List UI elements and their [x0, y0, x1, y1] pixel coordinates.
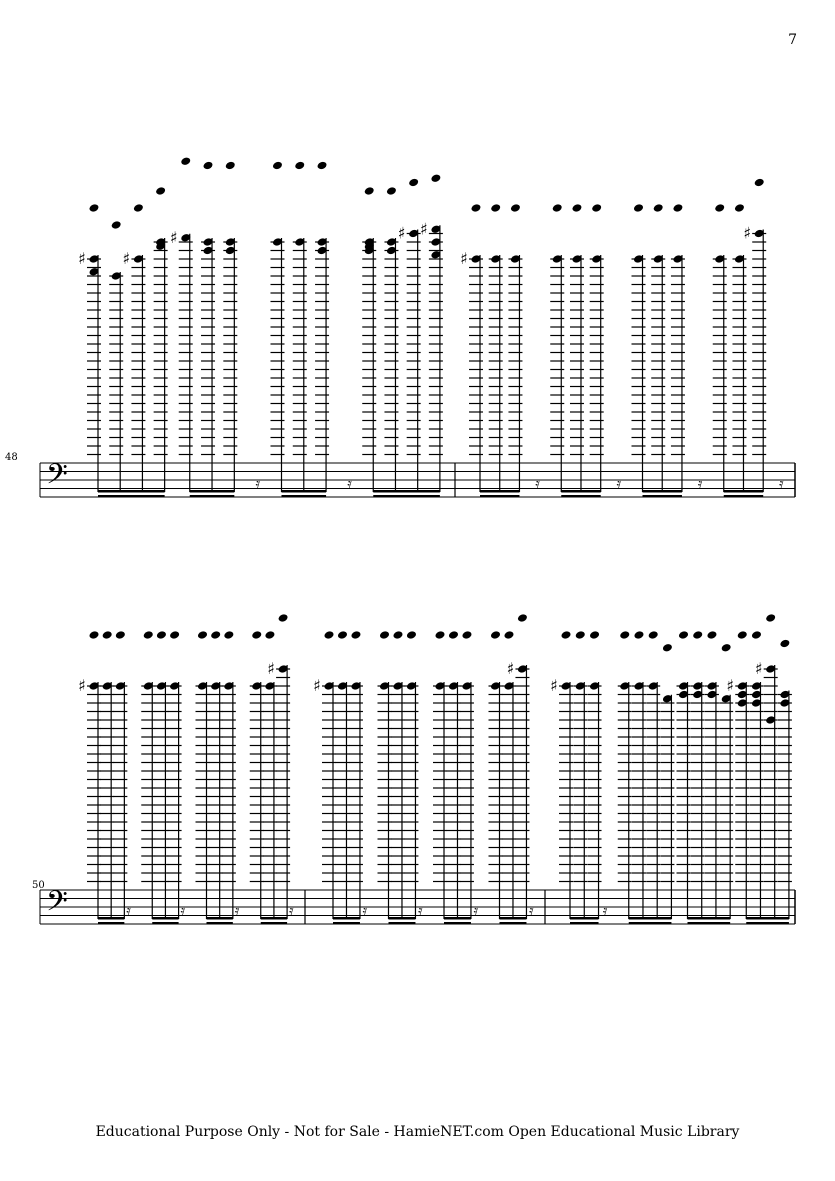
notehead-upper	[461, 630, 472, 640]
notehead-upper	[197, 630, 208, 640]
notehead-upper	[714, 203, 725, 213]
notehead-upper	[490, 203, 501, 213]
notehead-upper	[448, 630, 459, 640]
notehead-upper	[648, 630, 659, 640]
sixteenth-rest-icon: 𝄿	[362, 901, 368, 920]
sixteenth-rest-icon: 𝄿	[289, 901, 294, 920]
beam	[688, 917, 731, 920]
notehead-upper	[379, 630, 390, 640]
beam	[282, 495, 327, 498]
notehead-upper	[471, 203, 482, 213]
notehead-upper	[406, 630, 417, 640]
beam	[480, 495, 519, 498]
beam	[152, 922, 178, 925]
notehead-upper	[633, 630, 644, 640]
notehead-upper	[156, 630, 167, 640]
notehead-upper	[180, 156, 191, 166]
notehead-upper	[386, 186, 397, 196]
beam	[561, 495, 600, 498]
notehead-upper	[392, 630, 403, 640]
notehead-upper	[751, 630, 762, 640]
bass-clef-icon: 𝄢	[46, 885, 68, 925]
beam	[444, 922, 471, 925]
sixteenth-rest-icon: 𝄿	[255, 474, 261, 493]
notehead-upper	[155, 186, 166, 196]
notehead-upper	[111, 220, 122, 230]
notehead-upper	[203, 161, 214, 171]
sixteenth-rest-icon: 𝄿	[180, 901, 186, 920]
notehead-upper	[294, 161, 305, 171]
notehead-upper	[721, 643, 732, 653]
notehead-upper	[571, 203, 582, 213]
notehead-upper	[662, 643, 673, 653]
sharp-icon: ♯	[169, 227, 178, 247]
notehead-upper	[251, 630, 262, 640]
notehead-upper	[169, 630, 180, 640]
notehead-upper	[672, 203, 683, 213]
sixteenth-rest-icon: 𝄿	[697, 474, 703, 493]
beam	[643, 495, 682, 498]
notehead-upper	[364, 186, 375, 196]
notehead-upper	[779, 639, 790, 649]
beam	[373, 490, 440, 493]
notehead-upper	[561, 630, 572, 640]
bass-clef-icon: 𝄢	[46, 458, 68, 498]
notehead-upper	[408, 178, 419, 188]
notehead-upper	[264, 630, 275, 640]
sixteenth-rest-icon: 𝄿	[529, 901, 534, 920]
beam	[629, 917, 672, 920]
notehead-upper	[210, 630, 221, 640]
notehead-upper	[754, 178, 765, 188]
notehead-upper	[619, 630, 630, 640]
beam	[98, 490, 165, 493]
sixteenth-rest-icon: 𝄿	[126, 901, 131, 920]
sharp-icon: ♯	[397, 223, 406, 243]
sharp-icon: ♯	[550, 676, 558, 695]
beam	[98, 922, 124, 925]
sharp-icon: ♯	[313, 676, 321, 695]
sixteenth-rest-icon: 𝄿	[779, 474, 784, 493]
notehead-upper	[575, 630, 586, 640]
sixteenth-rest-icon: 𝄿	[347, 474, 352, 493]
sharp-icon: ♯	[267, 659, 275, 678]
beam	[688, 922, 731, 925]
notehead-upper	[324, 630, 335, 640]
beam	[98, 495, 165, 498]
beam	[629, 922, 672, 925]
sharp-icon: ♯	[743, 223, 751, 243]
beam	[746, 922, 789, 925]
notehead-upper	[143, 630, 154, 640]
notehead-upper	[706, 630, 717, 640]
notehead-upper	[89, 203, 100, 213]
beam	[724, 495, 763, 498]
notehead-upper	[737, 630, 748, 640]
footer-copyright: Educational Purpose Only - Not for Sale - HamieNET.com Open Educational Music Library	[95, 1124, 740, 1140]
measure-number-50: 50	[32, 880, 45, 891]
notehead-upper	[765, 613, 776, 623]
beam	[333, 922, 360, 925]
notehead-upper	[552, 203, 563, 213]
notehead-upper	[102, 630, 113, 640]
beam	[190, 495, 235, 498]
notehead-upper	[350, 630, 361, 640]
notehead-upper	[510, 203, 521, 213]
sharp-icon: ♯	[726, 676, 734, 695]
sixteenth-rest-icon: 𝄿	[616, 474, 622, 493]
beam	[570, 922, 599, 925]
beam	[373, 495, 440, 498]
notehead-upper	[503, 630, 514, 640]
sharp-icon: ♯	[122, 249, 131, 268]
notehead-upper	[517, 613, 528, 623]
sixteenth-rest-icon: 𝄿	[535, 474, 540, 493]
sixteenth-rest-icon: 𝄿	[602, 901, 608, 920]
sixteenth-rest-icon: 𝄿	[473, 901, 479, 920]
notehead-upper	[490, 630, 501, 640]
notehead-upper	[734, 203, 745, 213]
sharp-icon: ♯	[78, 249, 86, 268]
notehead-upper	[653, 203, 664, 213]
notehead-upper	[337, 630, 348, 640]
notehead-upper	[278, 613, 289, 623]
sharp-icon: ♯	[460, 249, 468, 268]
sharp-icon: ♯	[754, 659, 763, 678]
sixteenth-rest-icon: 𝄿	[234, 901, 240, 920]
notehead-upper	[89, 630, 100, 640]
notehead-upper	[633, 203, 644, 213]
sixteenth-rest-icon: 𝄿	[418, 901, 423, 920]
page-number: 7	[788, 32, 797, 48]
notehead-upper	[272, 161, 283, 171]
notehead-upper	[317, 161, 328, 171]
sharp-icon: ♯	[78, 676, 86, 695]
notehead-upper	[589, 630, 600, 640]
beam	[500, 922, 527, 925]
notehead-upper	[430, 173, 441, 183]
beam	[261, 922, 287, 925]
notehead-upper	[133, 203, 144, 213]
notehead-upper	[591, 203, 602, 213]
measure-number-48: 48	[5, 452, 18, 463]
beam	[746, 917, 789, 920]
sharp-icon: ♯	[506, 659, 515, 678]
notehead-upper	[692, 630, 703, 640]
beam	[389, 922, 416, 925]
notehead-upper	[678, 630, 689, 640]
notehead-upper	[225, 161, 236, 171]
beam	[207, 922, 233, 925]
sharp-icon: ♯	[419, 219, 428, 239]
notehead-upper	[223, 630, 234, 640]
notehead-upper	[115, 630, 126, 640]
notehead-upper	[435, 630, 446, 640]
